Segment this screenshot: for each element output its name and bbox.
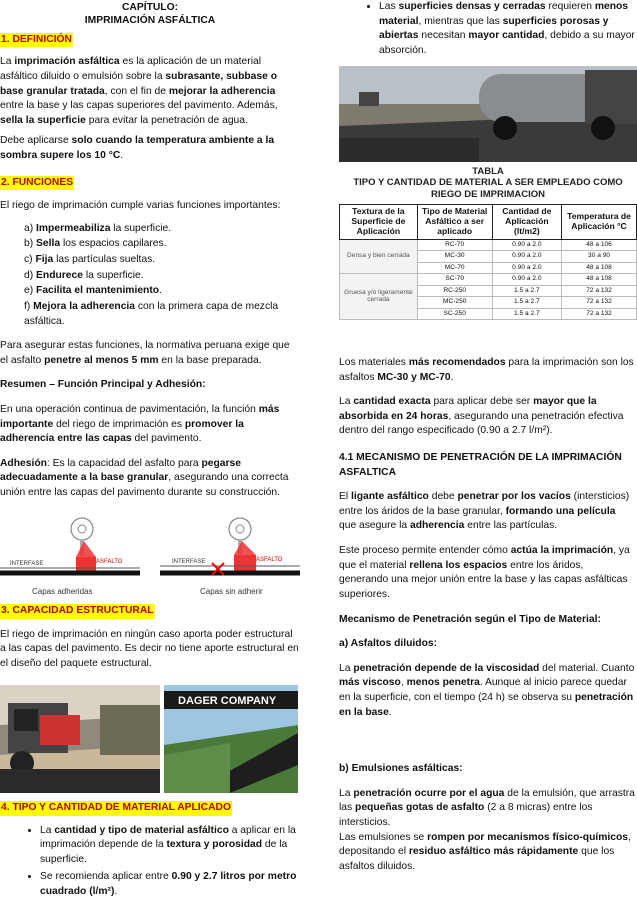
cell: 30 a 90 [562, 251, 637, 263]
caption-adhered: Capas adheridas [32, 587, 93, 596]
diluidos-paragraph: La penetración depende de la viscosidad del material. Cuanto más viscoso, menos penetra. Aunque al inicio parece quedar en la superficie, con el tiempo (24 h) se observa su penetración en la base. [339, 662, 635, 718]
functions-intro: El riego de imprimación cumple varias funciones importantes: [0, 200, 281, 212]
textura-densa: Densa y bien cerrada [340, 239, 418, 274]
textura-gruesa: Gruesa y/o ligeramente cerrada [340, 274, 418, 320]
cell: RC-70 [417, 239, 492, 251]
emulsiones-title: b) Emulsiones asfálticas: [339, 763, 463, 775]
cell: 1.5 a 2.7 [492, 308, 561, 320]
section-1-title: 1. DEFINICIÓN [0, 33, 73, 48]
functions-list [0, 222, 300, 329]
norma-paragraph: Para asegurar estas funciones, la normativa peruana exige que el asfalto penetre al menos 5 mm en la base preparada. [0, 340, 290, 366]
resumen-title: Resumen – Función Principal y Adhesión: [0, 379, 206, 391]
cell: MC-250 [417, 297, 492, 309]
asfaltos-diluidos-title: a) Asfaltos diluidos: [339, 638, 438, 650]
resumen-paragraph: En una operación continua de pavimentación, la función más importante del riego de imprimación es promover la adherencia entre las capas del pavimento. [0, 403, 280, 445]
function-item: c) Fija las partículas sueltas. [24, 254, 156, 266]
cell: SC-250 [417, 308, 492, 320]
table-row [340, 239, 637, 251]
table-label: TABLA [472, 166, 504, 177]
th-textura: Textura de la Superficie de Aplicación [340, 205, 418, 240]
temperature-paragraph: Debe aplicarse solo cuando la temperatura ambiente a la sombra supere los 10 °C. [0, 135, 275, 162]
proceso-paragraph: Este proceso permite entender cómo actúa la imprimación, ya que el material rellena los espacios entre los áridos, generando una mejor unión entre la base y las capas asfálticas superiores. [339, 545, 630, 600]
function-item: f) Mejora la adherencia con la primera capa de mezcla asfáltica. [24, 300, 279, 327]
function-item: d) Endurece la superficie. [24, 269, 144, 281]
bullet-recomendacion: • Se recomienda aplicar entre 0.90 y 2.7 litros por metro cuadrado (l/m²). [40, 870, 300, 899]
th-temperatura: Temperatura de Aplicación °C [562, 205, 637, 240]
function-item: a) Impermeabiliza la superficie. [24, 222, 172, 234]
table-title: TIPO Y CANTIDAD DE MATERIAL A SER EMPLEADO COMO RIEGO DE IMPRIMACION [353, 177, 623, 200]
section-4-bullets-cont [339, 0, 635, 58]
emulsiones-paragraph-2: Las emulsiones se rompen por mecanismos físico-químicos, depositando el residuo asfáltico más rápidamente que los asfaltos diluidos. [339, 831, 631, 872]
section-41-title: 4.1 MECANISMO DE PENETRACIÓN DE LA IMPRIMACIÓN ASFALTICA [339, 452, 622, 478]
left-column [0, 0, 300, 507]
right-column-lower [339, 356, 635, 880]
definition-paragraph: La imprimación asfáltica es la aplicación de un material asfáltico diluido o emulsión sobre la subrasante, subbase o base granular tratada, con el fin de mejorar la adherencia entre la base y las capas superiores del pavimento. Además, sella la superficie para evitar la penetración de agua. [0, 56, 278, 126]
caption-non-adhered: Capas sin adherir [200, 587, 263, 596]
adhered-layers-figure [0, 518, 140, 596]
cell: RC-250 [417, 285, 492, 297]
cell: 72 a 132 [562, 297, 637, 309]
chapter-label: CAPÍTULO: [121, 2, 179, 13]
materiales-paragraph: Los materiales más recomendados para la imprimación son los asfaltos MC-30 y MC-70. [339, 357, 634, 383]
cell: 0.90 a 2.0 [492, 239, 561, 251]
th-tipo: Tipo de Material Asfáltico a ser aplicado [417, 205, 492, 240]
cell: 0.90 a 2.0 [492, 251, 561, 263]
asphalt-label-right: ASFALTO [256, 557, 283, 563]
right-column [339, 0, 635, 61]
chapter-title: IMPRIMACIÓN ASFÁLTICA [84, 15, 216, 27]
cell: 1.5 a 2.7 [492, 297, 561, 309]
cell: 0.90 a 2.0 [492, 262, 561, 274]
cell: MC-70 [417, 262, 492, 274]
section-3-title: 3. CAPACIDAD ESTRUCTURAL [0, 604, 155, 619]
th-cantidad: Cantidad de Aplicación (lt/m2) [492, 205, 561, 240]
section-4-bullets [0, 824, 300, 899]
company-logo: DAGER COMPANY [178, 695, 277, 707]
function-item: b) Sella los espacios capilares. [24, 238, 167, 250]
structural-paragraph: El riego de imprimación en ningún caso aporta poder estructural a las capas del pavimento. Es decir no tiene aporte estructural en el diseño del paquete estructural. [0, 628, 299, 669]
adhesion-paragraph: Adhesión: Es la capacidad del asfalto para pegarse adecuadamente a la base granular, asegurando una correcta unión entre las capas del pavimento durante su construcción. [0, 457, 289, 498]
cantidad-paragraph: La cantidad exacta para aplicar debe ser mayor que la absorbida en 24 horas, asegurando una penetración efectiva dentro del rango especificado (0.90 a 2.7 l/m²). [339, 396, 624, 437]
adhesion-diagram [0, 511, 300, 603]
cell: 48 a 108 [562, 262, 637, 274]
left-column-bottom [0, 801, 300, 899]
cell: 0.90 a 2.0 [492, 274, 561, 286]
left-column-lower [0, 604, 300, 677]
emulsiones-paragraph: La penetración ocurre por el agua de la emulsión, que arrastra las pequeñas gotas de asfalto (2 a 8 micras) entre los intersticios. [339, 787, 635, 829]
function-item: e) Facilita el mantenimiento. [24, 285, 162, 297]
bullet-superficies: • Las superficies densas y cerradas requieren menos material, mientras que las superficies porosas y abiertas necesitan mayor cantidad, debido a su mayor absorción. [379, 0, 635, 58]
cell: 72 a 132 [562, 285, 637, 297]
ligante-paragraph: El ligante asfáltico debe penetrar por los vacíos (intersticios) entre los áridos de la base granular, formando una película que asegure la adherencia entre las partículas. [339, 491, 630, 532]
cell: 48 a 106 [562, 239, 637, 251]
bullet-cantidad: • La cantidad y tipo de material asfáltico a aplicar en la imprimación depende de la textura y porosidad de la superficie. [40, 824, 300, 868]
interface-label-right: INTERFASE [172, 559, 206, 565]
interface-label-left: INTERFASE [10, 561, 44, 567]
asphalt-label-left: ASFALTO [96, 559, 123, 565]
non-adhered-layers-figure [160, 518, 300, 596]
application-table-block [339, 166, 637, 320]
cell: SC-70 [417, 274, 492, 286]
cell: 72 a 132 [562, 308, 637, 320]
section-4-title: 4. TIPO Y CANTIDAD DE MATERIAL APLICADO [0, 801, 232, 816]
section-2-title: 2. FUNCIONES [0, 176, 74, 191]
application-table [339, 204, 637, 320]
paving-photo [0, 685, 298, 793]
table-row [340, 274, 637, 286]
truck-photo [339, 66, 637, 162]
cell: 48 a 108 [562, 274, 637, 286]
cell: 1.5 a 2.7 [492, 285, 561, 297]
mecanismo-title: Mecanismo de Penetración según el Tipo de Material: [339, 613, 601, 625]
cell: MC-30 [417, 251, 492, 263]
